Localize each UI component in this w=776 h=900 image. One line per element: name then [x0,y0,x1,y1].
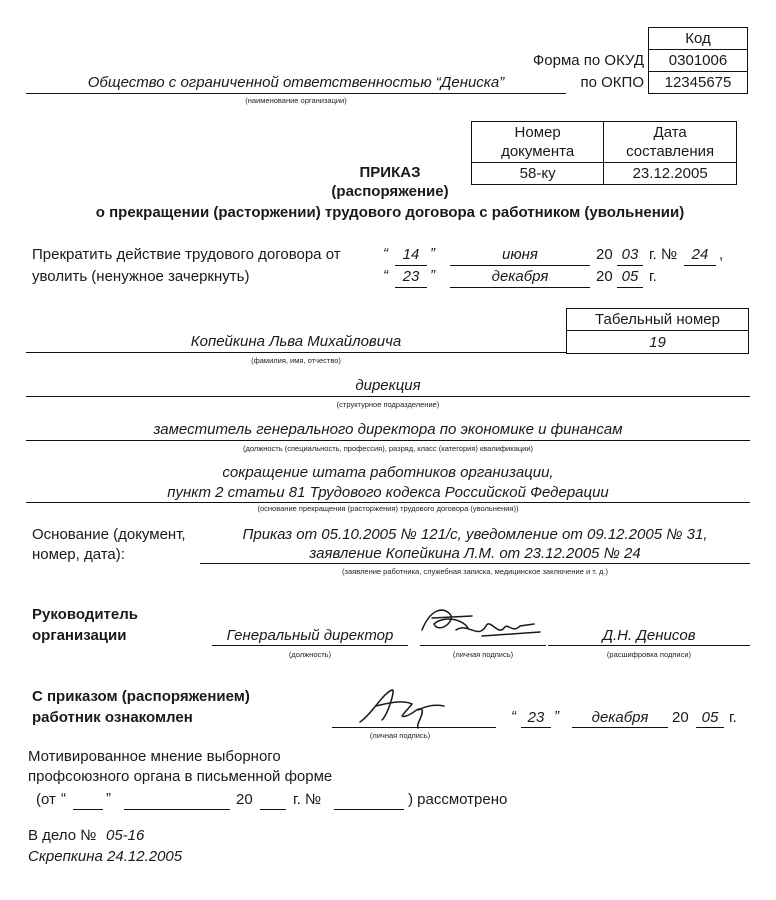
quote-open: “ [511,708,516,725]
head-signature-caption: (личная подпись) [452,650,514,659]
comma: , [719,246,724,263]
contract-year: 03 [621,246,639,263]
acquainted-year-line [696,727,724,728]
year-prefix: 20 [672,709,689,726]
acquainted-month-line [572,727,668,728]
basis-label-line1: Основание (документ, [32,526,186,543]
employee-name-line [26,352,566,353]
basis-caption: (заявление работника, служебная записка, медицинское заключение и т. д.) [342,567,608,576]
head-position-line [212,645,408,646]
basis-label-line2: номер, дата): [32,546,125,563]
dismiss-day-line [395,287,427,288]
reason-line [26,502,750,503]
union-ot: (от [36,791,56,808]
head-position: Генеральный директор [226,627,394,644]
acquainted-label-line1: С приказом (распоряжением) [32,688,250,705]
acquainted-year: 05 [701,709,719,726]
quote-close: ” [106,790,111,807]
contract-year-line [617,265,643,266]
union-number-line [334,809,404,810]
contract-day-line [395,265,427,266]
position-line [26,440,750,441]
head-position-caption: (должность) [288,650,332,659]
tab-number-header: Табельный номер [567,309,749,331]
basis-line1: Приказ от 05.10.2005 № 121/с, уведомление от 09.12.2005 № 31, [242,526,708,543]
terminate-label: Прекратить действие трудового договора от [32,246,341,263]
employee-name: Копейкина Льва Михайловича [190,333,402,350]
reason-line2: пункт 2 статьи 81 Трудового кодекса Российской Федерации [167,484,609,501]
doc-number-header: Номер документа [472,122,604,163]
title-instruction: (распоряжение) [331,183,449,200]
contract-number-line [684,265,716,266]
dismiss-day: 23 [402,268,420,285]
codes-table [648,27,748,94]
number-label: г. № [649,246,678,263]
department-caption: (структурное подразделение) [336,400,440,409]
basis-line [200,563,750,564]
dismiss-month-line [450,287,590,288]
reason-caption: (основание прекращения (расторжения) трудового договора (увольнения)) [257,504,519,513]
acquainted-day-line [521,727,551,728]
acquainted-month: декабря [591,709,649,726]
year-suffix: г. [729,709,737,726]
organization-name: Общество с ограниченной ответственностью “Дениска” [87,74,505,91]
quote-close: ” [430,267,435,284]
dismiss-month: декабря [491,268,549,285]
employee-signature-caption: (личная подпись) [369,731,431,740]
basis-line2: заявление Копейкина Л.М. от 23.12.2005 № 24 [309,545,641,562]
head-name: Д.Н. Денисов [602,627,696,644]
acquainted-day: 23 [527,709,545,726]
head-label-line1: Руководитель [32,606,138,623]
quote-open: “ [383,267,388,284]
year-prefix: 20 [596,246,613,263]
okpo-value: 12345675 [649,72,748,94]
archive-signed: Скрепкина 24.12.2005 [28,848,183,865]
head-name-caption: (расшифровка подписи) [606,650,692,659]
archive-number: 05-16 [106,827,145,844]
employee-signature-mark [352,684,462,732]
year-prefix: 20 [236,791,253,808]
quote-open: “ [383,245,388,262]
union-line1: Мотивированное мнение выборного [28,748,281,765]
archive-label: В дело № [28,827,97,844]
quote-open: “ [61,790,66,807]
union-line2: профсоюзного органа в письменной форме [28,768,333,785]
employee-signature-line [332,727,496,728]
tab-number-value: 19 [567,331,749,354]
number-label: г. № [293,791,322,808]
contract-day: 14 [402,246,420,263]
head-signature-line [420,645,546,646]
document-table [471,121,737,185]
union-year-line [260,809,286,810]
head-signature-mark [412,600,548,650]
doc-number-value: 58-ку [472,163,604,185]
tab-number-table [566,308,749,354]
title-subject: о прекращении (расторжении) трудового договора с работником (увольнении) [95,204,685,221]
dismiss-label: уволить (ненужное зачеркнуть) [32,268,250,285]
head-label-line2: организации [32,627,127,644]
okud-label: Форма по ОКУД [532,52,644,69]
union-month-line [124,809,230,810]
year-prefix: 20 [596,268,613,285]
codes-header: Код [649,28,748,50]
organization-caption: (наименование организации) [245,96,347,105]
union-day-line [73,809,103,810]
contract-number: 24 [691,246,709,263]
reason-line1: сокращение штата работников организации, [222,464,554,481]
contract-month-line [450,265,590,266]
acquainted-label-line2: работник ознакомлен [32,709,193,726]
dismiss-year-line [617,287,643,288]
okpo-label: по ОКПО [580,74,644,91]
union-considered: ) рассмотрено [408,791,508,808]
department: дирекция [355,377,421,394]
organization-line [26,93,566,94]
year-suffix: г. [649,268,657,285]
contract-month: июня [502,246,538,263]
title-order: ПРИКАЗ [359,164,421,181]
quote-close: ” [554,708,559,725]
employee-name-caption: (фамилия, имя, отчество) [251,356,341,365]
quote-close: ” [430,245,435,262]
position: заместитель генерального директора по экономике и финансам [153,421,623,438]
department-line [26,396,750,397]
okud-value: 0301006 [649,50,748,72]
doc-date-header: Дата составления [604,122,737,163]
doc-date-value: 23.12.2005 [604,163,737,185]
head-name-line [548,645,750,646]
dismiss-year: 05 [621,268,639,285]
position-caption: (должность (специальность, профессия), разряд, класс (категория) квалификации) [242,444,534,453]
